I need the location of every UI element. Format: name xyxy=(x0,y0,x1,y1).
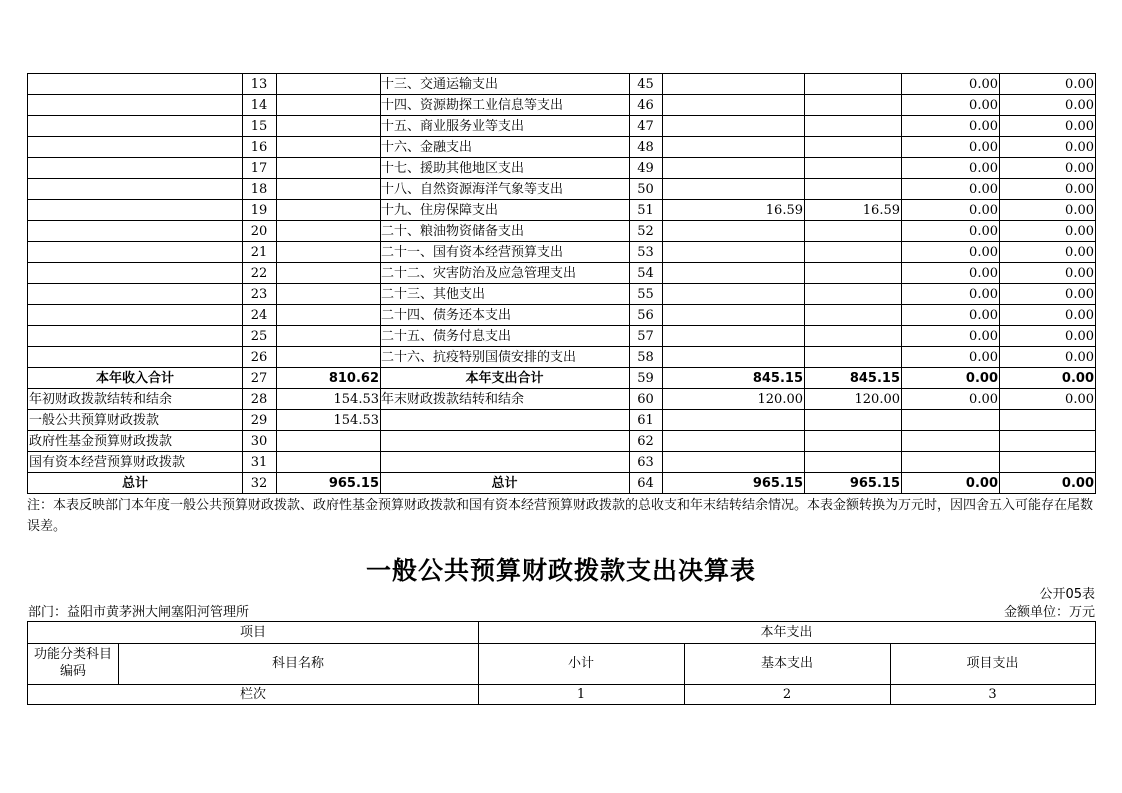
header-column-label: 栏次 xyxy=(239,687,266,702)
expense-row-number: 45 xyxy=(637,77,654,92)
expense-state-capital: 0.00 xyxy=(1065,329,1094,344)
row-index: 24 xyxy=(250,308,268,323)
expense-row-number: 64 xyxy=(637,476,654,491)
expense-row-number: 59 xyxy=(637,371,654,386)
expense-total xyxy=(662,116,804,137)
expense-basic: 16.59 xyxy=(862,203,900,218)
income-expense-table xyxy=(27,73,1096,494)
expense-total xyxy=(662,74,804,95)
expense-gov-fund: 0.00 xyxy=(969,245,998,260)
expense-gov-fund: 0.00 xyxy=(969,266,998,281)
page-title: 一般公共预算财政拨款支出决算表 xyxy=(365,556,756,585)
expense-item: 二十一、国有资本经营预算支出 xyxy=(381,245,564,260)
expense-state-capital xyxy=(999,431,1095,452)
expense-basic xyxy=(804,74,901,95)
expense-state-capital: 0.00 xyxy=(1065,140,1094,155)
row-index: 31 xyxy=(250,455,268,470)
row-index: 16 xyxy=(250,140,268,155)
expense-basic: 120.00 xyxy=(854,392,900,407)
expense-basic xyxy=(804,263,901,284)
row-index: 21 xyxy=(250,245,268,260)
expense-basic xyxy=(804,221,901,242)
expense-total xyxy=(662,221,804,242)
expense-item: 十五、商业服务业等支出 xyxy=(381,119,525,134)
expense-basic xyxy=(804,95,901,116)
expense-total: 120.00 xyxy=(757,392,803,407)
header-current-expense: 本年支出 xyxy=(760,625,813,640)
expense-gov-fund: 0.00 xyxy=(969,140,998,155)
expense-gov-fund: 0.00 xyxy=(969,329,998,344)
expense-basic xyxy=(804,158,901,179)
expense-state-capital: 0.00 xyxy=(1065,350,1094,365)
expense-gov-fund: 0.00 xyxy=(969,308,998,323)
income-item-label: 国有资本经营预算财政拨款 xyxy=(29,455,186,470)
expense-total xyxy=(662,263,804,284)
row-divider xyxy=(28,643,1095,644)
unit-label: 金额单位：万元 xyxy=(1003,605,1095,620)
grand-total-label: 总计 xyxy=(121,476,148,491)
expense-item: 年末财政拨款结转和结余 xyxy=(381,392,525,407)
expense-total: 965.15 xyxy=(752,476,803,491)
expense-item: 十六、金融支出 xyxy=(381,140,473,155)
row-index: 32 xyxy=(250,476,268,491)
expense-state-capital: 0.00 xyxy=(1065,203,1094,218)
income-item-value xyxy=(276,431,380,452)
expense-basic: 965.15 xyxy=(849,476,900,491)
expense-state-capital: 0.00 xyxy=(1065,392,1094,407)
form-number: 公开05表 xyxy=(1039,587,1095,602)
row-index: 26 xyxy=(250,350,268,365)
expense-gov-fund: 0.00 xyxy=(969,119,998,134)
row-index: 29 xyxy=(250,413,268,428)
expense-total xyxy=(662,410,804,431)
expense-state-capital xyxy=(999,410,1095,431)
expense-row-number: 58 xyxy=(637,350,654,365)
department-label: 部门：益阳市黄茅洲大闸塞阳河管理所 xyxy=(28,605,250,620)
expense-item: 二十五、债务付息支出 xyxy=(381,329,512,344)
expense-item: 二十、粮油物资储备支出 xyxy=(381,224,525,239)
expense-row-number: 60 xyxy=(637,392,654,407)
expense-total: 845.15 xyxy=(752,371,803,386)
expense-row-number: 63 xyxy=(637,455,654,470)
expense-state-capital: 0.00 xyxy=(1065,287,1094,302)
expense-gov-fund: 0.00 xyxy=(969,98,998,113)
expense-row-number: 48 xyxy=(637,140,654,155)
expense-total xyxy=(662,95,804,116)
expense-row-number: 46 xyxy=(637,98,654,113)
expense-basic xyxy=(804,305,901,326)
expense-total xyxy=(662,326,804,347)
grand-total-income: 965.15 xyxy=(328,476,379,491)
income-item-label: 年初财政拨款结转和结余 xyxy=(29,392,173,407)
expense-state-capital: 0.00 xyxy=(1065,98,1094,113)
row-index: 20 xyxy=(250,224,268,239)
expense-state-capital: 0.00 xyxy=(1065,266,1094,281)
header-name: 科目名称 xyxy=(271,656,324,671)
expense-item xyxy=(380,431,629,452)
row-index: 28 xyxy=(250,392,268,407)
expense-row-number: 56 xyxy=(637,308,654,323)
expense-item xyxy=(380,410,629,431)
expense-row-number: 52 xyxy=(637,224,654,239)
expense-basic xyxy=(804,284,901,305)
expense-state-capital: 0.00 xyxy=(1065,224,1094,239)
expense-total xyxy=(662,137,804,158)
expense-basic xyxy=(804,137,901,158)
expense-item: 二十三、其他支出 xyxy=(381,287,486,302)
expense-basic xyxy=(804,410,901,431)
expense-row-number: 51 xyxy=(637,203,654,218)
expense-item: 十四、资源勘探工业信息等支出 xyxy=(381,98,564,113)
expense-row-number: 49 xyxy=(637,161,654,176)
expense-gov-fund xyxy=(901,410,999,431)
expense-gov-fund: 0.00 xyxy=(969,287,998,302)
row-index: 27 xyxy=(250,371,268,386)
expense-state-capital: 0.00 xyxy=(1065,308,1094,323)
expense-state-capital: 0.00 xyxy=(1061,371,1094,386)
header-basic: 基本支出 xyxy=(760,656,813,671)
expense-table-header xyxy=(27,621,1096,705)
row-index: 13 xyxy=(250,77,268,92)
row-index: 22 xyxy=(250,266,268,281)
expense-row-number: 57 xyxy=(637,329,654,344)
income-item-value xyxy=(276,452,380,473)
expense-gov-fund: 0.00 xyxy=(969,77,998,92)
row-index: 23 xyxy=(250,287,268,302)
header-subtotal: 小计 xyxy=(567,656,594,671)
row-index: 15 xyxy=(250,119,268,134)
expense-total xyxy=(662,179,804,200)
income-item-label: 一般公共预算财政拨款 xyxy=(29,413,160,428)
expense-item: 十七、援助其他地区支出 xyxy=(381,161,525,176)
expense-gov-fund xyxy=(901,431,999,452)
expense-gov-fund: 0.00 xyxy=(965,476,998,491)
expense-row-number: 55 xyxy=(637,287,654,302)
expense-state-capital: 0.00 xyxy=(1065,119,1094,134)
expense-state-capital xyxy=(999,452,1095,473)
expense-total: 16.59 xyxy=(765,203,803,218)
expense-basic xyxy=(804,347,901,368)
expense-total xyxy=(662,347,804,368)
expense-total xyxy=(662,284,804,305)
expense-basic xyxy=(804,326,901,347)
income-item-value: 154.53 xyxy=(333,392,379,407)
header-col-2: 2 xyxy=(782,687,792,702)
expense-gov-fund: 0.00 xyxy=(969,224,998,239)
expense-basic xyxy=(804,116,901,137)
expense-item xyxy=(380,452,629,473)
expense-row-number: 53 xyxy=(637,245,654,260)
header-col-3: 3 xyxy=(988,687,997,702)
expense-row-number: 61 xyxy=(637,413,654,428)
header-project: 项目 xyxy=(239,625,266,640)
expense-basic xyxy=(804,179,901,200)
expense-row-number: 47 xyxy=(637,119,654,134)
expense-item: 二十四、债务还本支出 xyxy=(381,308,512,323)
table-footnote: 注：本表反映部门本年度一般公共预算财政拨款、政府性基金预算财政拨款和国有资本经营预算财政拨款的总收支和年末结转结余情况。本表金额转换为万元时，因四舍五入可能存在尾数误差。 xyxy=(27,498,1094,534)
expense-item: 二十六、抗疫特别国债安排的支出 xyxy=(381,350,577,365)
expense-basic xyxy=(804,452,901,473)
expense-state-capital: 0.00 xyxy=(1065,161,1094,176)
expense-total xyxy=(662,242,804,263)
expense-state-capital: 0.00 xyxy=(1065,182,1094,197)
row-index: 14 xyxy=(250,98,268,113)
expense-total xyxy=(662,452,804,473)
expense-gov-fund: 0.00 xyxy=(969,161,998,176)
expense-basic: 845.15 xyxy=(849,371,900,386)
expense-total xyxy=(662,158,804,179)
expense-item: 十九、住房保障支出 xyxy=(381,203,499,218)
expense-state-capital: 0.00 xyxy=(1061,476,1094,491)
expense-basic xyxy=(804,431,901,452)
expense-total xyxy=(662,305,804,326)
row-index: 17 xyxy=(250,161,268,176)
expense-item: 十八、自然资源海洋气象等支出 xyxy=(381,182,564,197)
income-item-label: 政府性基金预算财政拨款 xyxy=(29,434,173,449)
expense-total xyxy=(662,431,804,452)
expense-row-number: 50 xyxy=(637,182,654,197)
expense-total-label: 本年支出合计 xyxy=(465,371,544,386)
header-project-expense: 项目支出 xyxy=(966,656,1019,671)
expense-state-capital: 0.00 xyxy=(1065,77,1094,92)
expense-gov-fund: 0.00 xyxy=(969,350,998,365)
income-total-value: 810.62 xyxy=(328,371,379,386)
row-index: 18 xyxy=(250,182,268,197)
expense-row-number: 54 xyxy=(637,266,654,281)
income-total-label: 本年收入合计 xyxy=(95,371,174,386)
expense-row-number: 62 xyxy=(637,434,654,449)
expense-gov-fund xyxy=(901,452,999,473)
expense-gov-fund: 0.00 xyxy=(965,371,998,386)
expense-item: 二十二、灾害防治及应急管理支出 xyxy=(381,266,577,281)
row-index: 30 xyxy=(250,434,268,449)
header-col-1: 1 xyxy=(576,687,586,702)
expense-item: 十三、交通运输支出 xyxy=(381,77,499,92)
header-code: 功能分类科目编码 xyxy=(33,647,112,679)
expense-basic xyxy=(804,242,901,263)
grand-total-label: 总计 xyxy=(491,476,518,491)
expense-gov-fund: 0.00 xyxy=(969,182,998,197)
expense-gov-fund: 0.00 xyxy=(969,203,998,218)
row-index: 25 xyxy=(250,329,268,344)
row-index: 19 xyxy=(250,203,268,218)
expense-state-capital: 0.00 xyxy=(1065,245,1094,260)
expense-gov-fund: 0.00 xyxy=(969,392,998,407)
income-item-value: 154.53 xyxy=(333,413,379,428)
